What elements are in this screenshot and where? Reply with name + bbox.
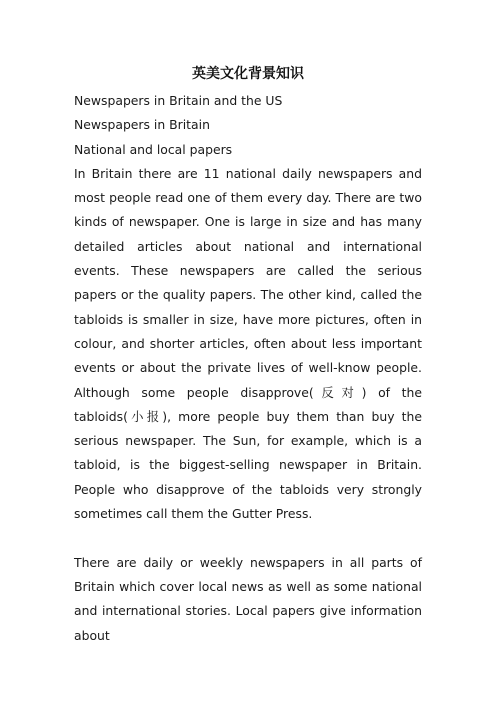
- paragraph-national-papers: In Britain there are 11 national daily newspapers and most people read one of them every day. There are two kinds of newspaper. One is large in size and has many detailed articles about national and international events. These newspapers are called the serious papers or the quality papers. The other kind, called the tabloids is smaller in size, have more pictures, often in colour, and shorter articles, often about less important events or about the private lives of well-know people. Although some people disapprove(反对) of the tabloids(小报), more people buy them than buy the serious newspaper. The Sun, for example, which is a tabloid, is the biggest-selling newspaper in Britain. People who disapprove of the tabloids very strongly sometimes call them the Gutter Press.: [74, 165, 422, 522]
- paragraph-local-papers: There are daily or weekly newspapers in all parts of Britain which cover local news as well as some national and international stories. Local papers give information about: [74, 554, 422, 643]
- document-title: 英美文化背景知识: [192, 66, 304, 82]
- heading-newspapers-britain-us: Newspapers in Britain and the US: [74, 93, 283, 108]
- heading-newspapers-britain: Newspapers in Britain: [74, 117, 210, 133]
- heading-national-local-papers: National and local papers: [74, 141, 233, 157]
- document-body: [74, 89, 422, 648]
- paragraph-spacer: [74, 526, 422, 550]
